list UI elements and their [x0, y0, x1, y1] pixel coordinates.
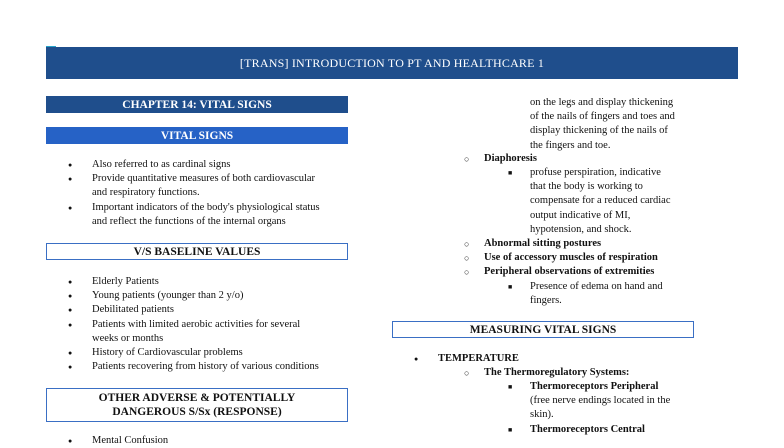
text-line: skin). [530, 409, 554, 421]
text-line: of the nails of fingers and toes and [530, 111, 675, 123]
thermo-systems-list [484, 366, 744, 380]
list-item-cont: weeks or months [92, 332, 164, 344]
text-line: (free nerve endings located in the [530, 395, 671, 407]
text-line: the fingers and toe. [530, 139, 611, 151]
temperature-item: ● TEMPERATURE [392, 352, 712, 366]
list-item: ● Debilitated patients [46, 303, 356, 317]
text-line: that the body is working to [530, 181, 643, 193]
edema-detail [530, 280, 730, 308]
adverse-title-line1: OTHER ADVERSE & POTENTIALLY [98, 392, 296, 404]
thermo-peripheral-item: ■ Thermoreceptors Peripheral [530, 380, 740, 394]
baseline-title-box [46, 243, 348, 260]
chapter-title: CHAPTER 14: VITAL SIGNS [122, 98, 272, 111]
text-line: on the legs and display thickening [530, 97, 674, 108]
text-line: hypotension, and shock. [530, 223, 632, 235]
list-item: ● Elderly Patients [46, 275, 356, 289]
text-line: output indicative of MI, [530, 209, 631, 221]
diaphoresis-detail [530, 166, 730, 237]
list-item: ● Young patients (younger than 2 y/o) [46, 289, 356, 303]
observations-list [484, 237, 744, 280]
list-item: ● Patients with limited aerobic activities for several [46, 318, 356, 332]
list-item: ● Important indicators of the body's physiological status [46, 201, 356, 215]
diaphoresis-item: ○ Diaphoresis [484, 152, 734, 166]
chapter-title-bar [46, 96, 348, 113]
diaphoresis-list [484, 152, 734, 166]
thermoreceptors-list [530, 380, 740, 437]
measuring-title: MEASURING VITAL SIGNS [469, 323, 617, 336]
thermo-systems-item: ○ The Thermoregulatory Systems: [484, 366, 744, 380]
text-line: compensate for a reduced cardiac [530, 195, 671, 207]
list-item: ● Provide quantitative measures of both cardiovascular [46, 172, 356, 186]
adverse-title-line2: DANGEROUS S/Sx (RESPONSE) [112, 406, 282, 418]
adverse-title-box [46, 388, 348, 422]
text-line: fingers. [530, 295, 562, 307]
text-line: display thickening of the nails of [530, 125, 668, 137]
measuring-title-box [392, 321, 694, 338]
accessory-muscles-item: ○ Use of accessory muscles of respiration [484, 251, 744, 265]
adverse-list [46, 434, 356, 448]
list-item-cont: and respiratory functions. [92, 187, 200, 199]
baseline-title: V/S BASELINE VALUES [133, 245, 261, 258]
list-item: ■ Presence of edema on hand and [530, 280, 730, 294]
list-item: ● History of Cardiovascular problems [46, 346, 356, 360]
thermo-central-item: ■ Thermoreceptors Central [530, 423, 740, 437]
list-item: ● Mental Confusion [46, 434, 356, 448]
peripheral-obs-item: ○ Peripheral observations of extremities [484, 265, 744, 279]
temperature-list [392, 352, 712, 366]
document-header [46, 47, 738, 79]
list-item: ■ profuse perspiration, indicative [530, 166, 730, 180]
abnormal-sitting-item: ○ Abnormal sitting postures [484, 237, 744, 251]
vital-signs-bar [46, 127, 348, 144]
list-item: ● Patients recovering from history of various conditions [46, 360, 356, 374]
nail-continuation [530, 96, 730, 153]
header-title: [TRANS] INTRODUCTION TO PT AND HEALTHCARE 1 [239, 55, 545, 70]
baseline-list [46, 275, 356, 374]
list-item: ● Also referred to as cardinal signs [46, 158, 356, 172]
vital-signs-title: VITAL SIGNS [160, 129, 234, 142]
vital-signs-list [46, 158, 356, 229]
list-item-cont: and reflect the functions of the internal organs [92, 215, 286, 227]
